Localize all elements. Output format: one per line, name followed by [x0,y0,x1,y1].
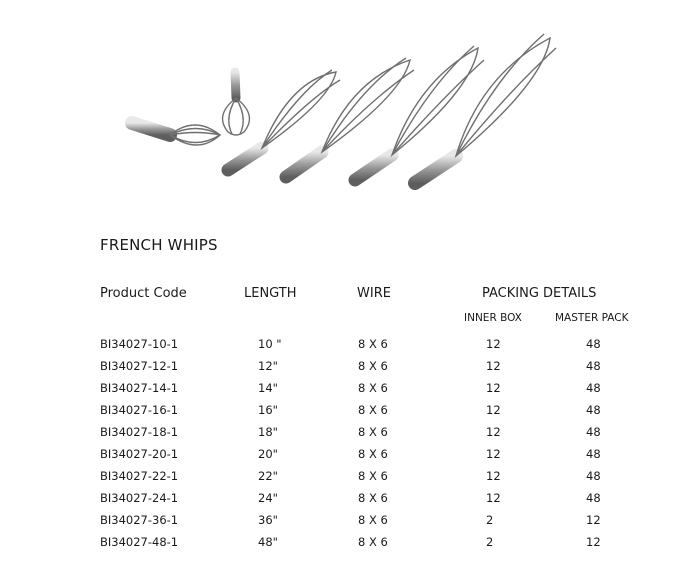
master-pack-cell: 48 [586,403,601,417]
length-cell: 10 " [258,337,282,351]
inner-box-cell: 12 [486,447,501,461]
inner-box-cell: 12 [486,469,501,483]
wire-cell: 8 X 6 [358,469,388,483]
length-cell: 12" [258,359,278,373]
master-pack-cell: 48 [586,469,601,483]
inner-box-cell: 2 [486,513,494,527]
master-pack-cell: 48 [586,491,601,505]
product-code-cell: BI34027-16-1 [100,403,179,417]
product-code-cell: BI34027-22-1 [100,469,179,483]
header-length: LENGTH [244,286,297,301]
length-cell: 24" [258,491,278,505]
wire-cell: 8 X 6 [358,381,388,395]
length-cell: 36" [258,513,278,527]
wire-cell: 8 X 6 [358,513,388,527]
table-row [0,469,700,491]
master-pack-cell: 48 [586,359,601,373]
wire-cell: 8 X 6 [358,535,388,549]
header-product-code: Product Code [100,286,187,301]
length-cell: 18" [258,425,278,439]
product-code-cell: BI34027-20-1 [100,447,179,461]
inner-box-cell: 12 [486,359,501,373]
length-cell: 16" [258,403,278,417]
table-row [0,513,700,535]
table-row [0,447,700,469]
wire-cell: 8 X 6 [358,491,388,505]
wire-cell: 8 X 6 [358,337,388,351]
table-row [0,425,700,447]
page-title: FRENCH WHIPS [100,236,218,254]
wire-cell: 8 X 6 [358,447,388,461]
product-code-cell: BI34027-36-1 [100,513,179,527]
master-pack-cell: 48 [586,381,601,395]
inner-box-cell: 12 [486,425,501,439]
length-cell: 14" [258,381,278,395]
header-packing-details: PACKING DETAILS [482,286,597,301]
table-row [0,403,700,425]
inner-box-cell: 12 [486,381,501,395]
header-inner-box: INNER BOX [464,312,522,324]
header-wire: WIRE [357,286,391,301]
length-cell: 20" [258,447,278,461]
master-pack-cell: 48 [586,447,601,461]
table-row [0,381,700,403]
master-pack-cell: 12 [586,513,601,527]
wire-cell: 8 X 6 [358,425,388,439]
inner-box-cell: 12 [486,403,501,417]
table-row [0,491,700,513]
wire-cell: 8 X 6 [358,403,388,417]
product-code-cell: BI34027-10-1 [100,337,179,351]
product-code-cell: BI34027-12-1 [100,359,179,373]
header-master-pack: MASTER PACK [555,312,629,324]
length-cell: 22" [258,469,278,483]
length-cell: 48" [258,535,278,549]
master-pack-cell: 12 [586,535,601,549]
product-code-cell: BI34027-48-1 [100,535,179,549]
inner-box-cell: 12 [486,491,501,505]
table-row [0,535,700,557]
inner-box-cell: 12 [486,337,501,351]
whisk-product-photo [110,20,580,200]
master-pack-cell: 48 [586,337,601,351]
product-code-cell: BI34027-18-1 [100,425,179,439]
product-code-cell: BI34027-24-1 [100,491,179,505]
inner-box-cell: 2 [486,535,494,549]
table-row [0,337,700,359]
wire-cell: 8 X 6 [358,359,388,373]
master-pack-cell: 48 [586,425,601,439]
product-code-cell: BI34027-14-1 [100,381,179,395]
table-row [0,359,700,381]
